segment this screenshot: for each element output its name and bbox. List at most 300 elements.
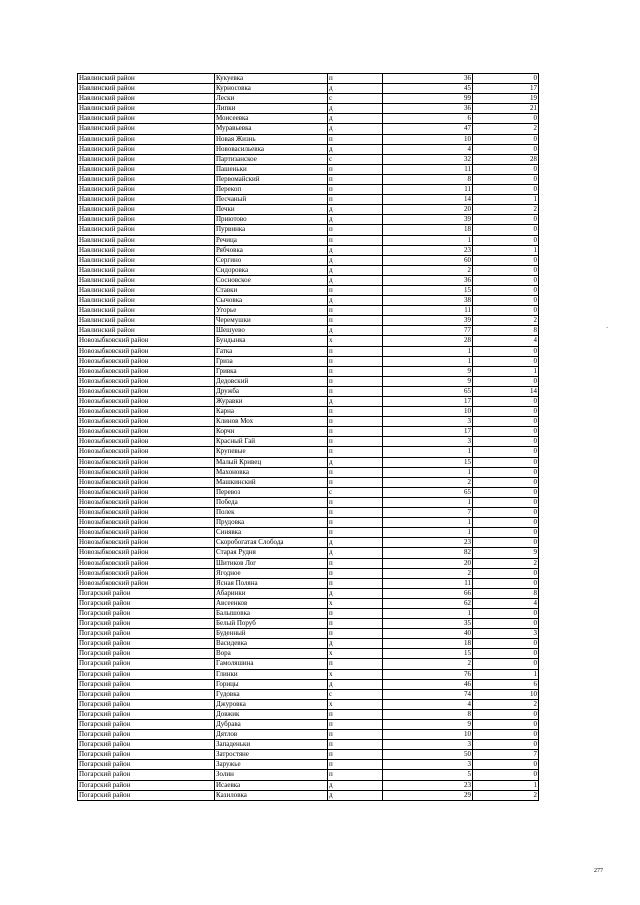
type-cell: д bbox=[328, 397, 383, 407]
table-row bbox=[78, 245, 539, 255]
settlement-cell: Сычовка bbox=[215, 296, 328, 306]
count-cell: 0 bbox=[473, 497, 539, 507]
count-cell: 0 bbox=[473, 709, 539, 719]
type-cell: п bbox=[328, 164, 383, 174]
population-cell: 4 bbox=[383, 699, 473, 709]
district-cell: Навлинский район bbox=[78, 285, 215, 295]
count-cell: 2 bbox=[473, 205, 539, 215]
count-cell: 0 bbox=[473, 740, 539, 750]
district-cell: Навлинский район bbox=[78, 94, 215, 104]
count-cell: 1 bbox=[473, 780, 539, 790]
count-cell: 0 bbox=[473, 730, 539, 740]
table-row bbox=[78, 255, 539, 265]
count-cell: 0 bbox=[473, 508, 539, 518]
population-cell: 10 bbox=[383, 730, 473, 740]
settlement-cell: Речица bbox=[215, 235, 328, 245]
settlement-cell: Исаевка bbox=[215, 780, 328, 790]
population-cell: 1 bbox=[383, 235, 473, 245]
settlement-cell: Дружба bbox=[215, 386, 328, 396]
type-cell: х bbox=[328, 669, 383, 679]
population-cell: 11 bbox=[383, 164, 473, 174]
population-cell: 2 bbox=[383, 477, 473, 487]
count-cell: 2 bbox=[473, 124, 539, 134]
settlement-cell: Лески bbox=[215, 94, 328, 104]
count-cell: 0 bbox=[473, 215, 539, 225]
district-cell: Погарский район bbox=[78, 619, 215, 629]
type-cell: п bbox=[328, 578, 383, 588]
type-cell: п bbox=[328, 74, 383, 84]
type-cell: п bbox=[328, 417, 383, 427]
population-cell: 7 bbox=[383, 508, 473, 518]
count-cell: 1 bbox=[473, 366, 539, 376]
settlement-cell: Пашеньки bbox=[215, 164, 328, 174]
population-cell: 2 bbox=[383, 659, 473, 669]
district-cell: Навлинский район bbox=[78, 114, 215, 124]
population-cell: 29 bbox=[383, 790, 473, 800]
settlement-cell: Ягодное bbox=[215, 568, 328, 578]
settlements-table bbox=[77, 73, 539, 801]
settlement-cell: Победа bbox=[215, 497, 328, 507]
type-cell: п bbox=[328, 709, 383, 719]
settlement-cell: Глинки bbox=[215, 669, 328, 679]
population-cell: 23 bbox=[383, 538, 473, 548]
settlement-cell: Гриза bbox=[215, 356, 328, 366]
type-cell: п bbox=[328, 558, 383, 568]
type-cell: д bbox=[328, 265, 383, 275]
district-cell: Навлинский район bbox=[78, 104, 215, 114]
population-cell: 35 bbox=[383, 619, 473, 629]
settlement-cell: Гамоляшина bbox=[215, 659, 328, 669]
count-cell: 1 bbox=[473, 245, 539, 255]
population-cell: 99 bbox=[383, 94, 473, 104]
population-cell: 65 bbox=[383, 487, 473, 497]
count-cell: 0 bbox=[473, 164, 539, 174]
table-row bbox=[78, 265, 539, 275]
table-row bbox=[78, 629, 539, 639]
table-row bbox=[78, 548, 539, 558]
type-cell: п bbox=[328, 437, 383, 447]
count-cell: 0 bbox=[473, 427, 539, 437]
table-row bbox=[78, 74, 539, 84]
settlement-cell: Муравьевка bbox=[215, 124, 328, 134]
count-cell: 0 bbox=[473, 528, 539, 538]
table-row bbox=[78, 144, 539, 154]
count-cell: 0 bbox=[473, 114, 539, 124]
settlement-cell: Сергино bbox=[215, 255, 328, 265]
table-row bbox=[78, 397, 539, 407]
district-cell: Погарский район bbox=[78, 770, 215, 780]
type-cell: д bbox=[328, 457, 383, 467]
type-cell: п bbox=[328, 407, 383, 417]
settlement-cell: Дубрава bbox=[215, 720, 328, 730]
district-cell: Навлинский район bbox=[78, 134, 215, 144]
district-cell: Навлинский район bbox=[78, 275, 215, 285]
type-cell: п bbox=[328, 285, 383, 295]
count-cell: 0 bbox=[473, 225, 539, 235]
settlement-cell: Угорье bbox=[215, 306, 328, 316]
type-cell: п bbox=[328, 376, 383, 386]
table-row bbox=[78, 538, 539, 548]
settlement-cell: Махоновка bbox=[215, 467, 328, 477]
settlement-cell: Первомайский bbox=[215, 174, 328, 184]
settlement-cell: Дятлов bbox=[215, 730, 328, 740]
page-number: 277 bbox=[594, 868, 603, 874]
table-row bbox=[78, 225, 539, 235]
district-cell: Погарский район bbox=[78, 608, 215, 618]
population-cell: 11 bbox=[383, 185, 473, 195]
table-row bbox=[78, 185, 539, 195]
count-cell: 7 bbox=[473, 750, 539, 760]
settlement-cell: Горицы bbox=[215, 679, 328, 689]
table-row bbox=[78, 699, 539, 709]
population-cell: 20 bbox=[383, 205, 473, 215]
type-cell: х bbox=[328, 336, 383, 346]
settlement-cell: Синявка bbox=[215, 528, 328, 538]
population-cell: 9 bbox=[383, 366, 473, 376]
table-row bbox=[78, 608, 539, 618]
type-cell: с bbox=[328, 94, 383, 104]
count-cell: 0 bbox=[473, 356, 539, 366]
type-cell: п bbox=[328, 225, 383, 235]
district-cell: Новозыбковский район bbox=[78, 397, 215, 407]
population-cell: 82 bbox=[383, 548, 473, 558]
table-row bbox=[78, 780, 539, 790]
district-cell: Погарский район bbox=[78, 639, 215, 649]
district-cell: Погарский район bbox=[78, 730, 215, 740]
count-cell: 19 bbox=[473, 94, 539, 104]
table-row bbox=[78, 487, 539, 497]
district-cell: Навлинский район bbox=[78, 124, 215, 134]
district-cell: Погарский район bbox=[78, 588, 215, 598]
table-row bbox=[78, 306, 539, 316]
type-cell: д bbox=[328, 780, 383, 790]
district-cell: Новозыбковский район bbox=[78, 417, 215, 427]
district-cell: Новозыбковский район bbox=[78, 376, 215, 386]
settlement-cell: Печки bbox=[215, 205, 328, 215]
population-cell: 1 bbox=[383, 608, 473, 618]
table-row bbox=[78, 770, 539, 780]
table-row bbox=[78, 336, 539, 346]
settlement-cell: Довжик bbox=[215, 709, 328, 719]
population-cell: 15 bbox=[383, 649, 473, 659]
table-row bbox=[78, 518, 539, 528]
type-cell: с bbox=[328, 689, 383, 699]
count-cell: 4 bbox=[473, 598, 539, 608]
table-row bbox=[78, 427, 539, 437]
table-row bbox=[78, 689, 539, 699]
type-cell: п bbox=[328, 306, 383, 316]
population-cell: 36 bbox=[383, 74, 473, 84]
settlement-cell: Клинов Мох bbox=[215, 417, 328, 427]
district-cell: Новозыбковский район bbox=[78, 528, 215, 538]
table-row bbox=[78, 386, 539, 396]
type-cell: п bbox=[328, 528, 383, 538]
table-row bbox=[78, 275, 539, 285]
table-row bbox=[78, 114, 539, 124]
table-row bbox=[78, 154, 539, 164]
type-cell: п bbox=[328, 760, 383, 770]
table-row bbox=[78, 376, 539, 386]
count-cell: 9 bbox=[473, 548, 539, 558]
district-cell: Навлинский район bbox=[78, 225, 215, 235]
count-cell: 0 bbox=[473, 608, 539, 618]
table-row bbox=[78, 528, 539, 538]
district-cell: Навлинский район bbox=[78, 174, 215, 184]
type-cell: с bbox=[328, 154, 383, 164]
settlement-cell: Сосновское bbox=[215, 275, 328, 285]
type-cell: п bbox=[328, 346, 383, 356]
table-row bbox=[78, 558, 539, 568]
type-cell: д bbox=[328, 245, 383, 255]
settlement-cell: Карна bbox=[215, 407, 328, 417]
type-cell: п bbox=[328, 477, 383, 487]
count-cell: 6 bbox=[473, 679, 539, 689]
type-cell: х bbox=[328, 649, 383, 659]
type-cell: п bbox=[328, 740, 383, 750]
type-cell: п bbox=[328, 659, 383, 669]
population-cell: 8 bbox=[383, 174, 473, 184]
district-cell: Новозыбковский район bbox=[78, 427, 215, 437]
population-cell: 65 bbox=[383, 386, 473, 396]
settlement-cell: Красный Гай bbox=[215, 437, 328, 447]
type-cell: п bbox=[328, 427, 383, 437]
population-cell: 9 bbox=[383, 720, 473, 730]
type-cell: п bbox=[328, 386, 383, 396]
table-row bbox=[78, 215, 539, 225]
settlement-cell: Ясная Поляна bbox=[215, 578, 328, 588]
population-cell: 47 bbox=[383, 124, 473, 134]
district-cell: Новозыбковский район bbox=[78, 568, 215, 578]
settlement-cell: Васидевка bbox=[215, 639, 328, 649]
settlement-cell: Нововасильевка bbox=[215, 144, 328, 154]
count-cell: 0 bbox=[473, 770, 539, 780]
settlement-cell: Журавки bbox=[215, 397, 328, 407]
type-cell: п bbox=[328, 720, 383, 730]
district-cell: Новозыбковский район bbox=[78, 457, 215, 467]
district-cell: Погарский район bbox=[78, 760, 215, 770]
count-cell: 0 bbox=[473, 760, 539, 770]
table-row bbox=[78, 94, 539, 104]
district-cell: Новозыбковский район bbox=[78, 437, 215, 447]
settlement-cell: Крупевые bbox=[215, 447, 328, 457]
population-cell: 9 bbox=[383, 376, 473, 386]
type-cell: п bbox=[328, 447, 383, 457]
table-row bbox=[78, 659, 539, 669]
table-row bbox=[78, 750, 539, 760]
count-cell: 0 bbox=[473, 649, 539, 659]
type-cell: д bbox=[328, 104, 383, 114]
settlement-cell: Балышовка bbox=[215, 608, 328, 618]
type-cell: п bbox=[328, 366, 383, 376]
count-cell: 0 bbox=[473, 417, 539, 427]
district-cell: Погарский район bbox=[78, 669, 215, 679]
population-cell: 4 bbox=[383, 144, 473, 154]
settlement-cell: Перекоп bbox=[215, 185, 328, 195]
type-cell: х bbox=[328, 699, 383, 709]
count-cell: 1 bbox=[473, 195, 539, 205]
type-cell: д bbox=[328, 679, 383, 689]
district-cell: Навлинский район bbox=[78, 205, 215, 215]
count-cell: 0 bbox=[473, 174, 539, 184]
district-cell: Погарский район bbox=[78, 750, 215, 760]
count-cell: 0 bbox=[473, 235, 539, 245]
count-cell: 0 bbox=[473, 639, 539, 649]
settlement-cell: Золин bbox=[215, 770, 328, 780]
district-cell: Новозыбковский район bbox=[78, 487, 215, 497]
population-cell: 45 bbox=[383, 84, 473, 94]
district-cell: Навлинский район bbox=[78, 245, 215, 255]
type-cell: д bbox=[328, 124, 383, 134]
table-row bbox=[78, 740, 539, 750]
settlement-cell: Приютово bbox=[215, 215, 328, 225]
population-cell: 3 bbox=[383, 417, 473, 427]
table-row bbox=[78, 407, 539, 417]
population-cell: 10 bbox=[383, 134, 473, 144]
settlement-cell: Гатка bbox=[215, 346, 328, 356]
settlement-cell: Полек bbox=[215, 508, 328, 518]
settlement-cell: Дедовский bbox=[215, 376, 328, 386]
table-row bbox=[78, 709, 539, 719]
population-cell: 2 bbox=[383, 265, 473, 275]
table-row bbox=[78, 598, 539, 608]
population-cell: 18 bbox=[383, 225, 473, 235]
district-cell: Навлинский район bbox=[78, 185, 215, 195]
type-cell: д bbox=[328, 790, 383, 800]
district-cell: Новозыбковский район bbox=[78, 558, 215, 568]
table-row bbox=[78, 104, 539, 114]
district-cell: Погарский район bbox=[78, 720, 215, 730]
settlement-cell: Черемушки bbox=[215, 316, 328, 326]
table-row bbox=[78, 366, 539, 376]
type-cell: п bbox=[328, 134, 383, 144]
type-cell: д bbox=[328, 205, 383, 215]
count-cell: 28 bbox=[473, 154, 539, 164]
district-cell: Новозыбковский район bbox=[78, 467, 215, 477]
population-cell: 3 bbox=[383, 740, 473, 750]
population-cell: 1 bbox=[383, 346, 473, 356]
district-cell: Новозыбковский район bbox=[78, 386, 215, 396]
table-row bbox=[78, 760, 539, 770]
population-cell: 74 bbox=[383, 689, 473, 699]
table-row bbox=[78, 669, 539, 679]
district-cell: Новозыбковский район bbox=[78, 508, 215, 518]
count-cell: 0 bbox=[473, 447, 539, 457]
settlement-cell: Перевоз bbox=[215, 487, 328, 497]
population-cell: 38 bbox=[383, 296, 473, 306]
population-cell: 36 bbox=[383, 275, 473, 285]
settlement-cell: Белый Поруб bbox=[215, 619, 328, 629]
settlement-cell: Вора bbox=[215, 649, 328, 659]
district-cell: Погарский район bbox=[78, 689, 215, 699]
stray-mark: ` bbox=[606, 326, 609, 334]
type-cell: п bbox=[328, 497, 383, 507]
type-cell: п bbox=[328, 770, 383, 780]
count-cell: 2 bbox=[473, 790, 539, 800]
population-cell: 39 bbox=[383, 215, 473, 225]
type-cell: д bbox=[328, 639, 383, 649]
count-cell: 0 bbox=[473, 467, 539, 477]
population-cell: 77 bbox=[383, 326, 473, 336]
count-cell: 0 bbox=[473, 134, 539, 144]
district-cell: Новозыбковский район bbox=[78, 578, 215, 588]
settlement-cell: Заружье bbox=[215, 760, 328, 770]
type-cell: п bbox=[328, 508, 383, 518]
population-cell: 5 bbox=[383, 770, 473, 780]
population-cell: 50 bbox=[383, 750, 473, 760]
population-cell: 18 bbox=[383, 639, 473, 649]
district-cell: Навлинский район bbox=[78, 326, 215, 336]
settlement-cell: Шитиков Лог bbox=[215, 558, 328, 568]
settlement-cell: Корчи bbox=[215, 427, 328, 437]
table-row bbox=[78, 508, 539, 518]
settlement-cell: Гудовка bbox=[215, 689, 328, 699]
count-cell: 0 bbox=[473, 185, 539, 195]
count-cell: 0 bbox=[473, 397, 539, 407]
table-row bbox=[78, 649, 539, 659]
count-cell: 10 bbox=[473, 689, 539, 699]
table-row bbox=[78, 205, 539, 215]
population-cell: 28 bbox=[383, 336, 473, 346]
type-cell: х bbox=[328, 598, 383, 608]
count-cell: 0 bbox=[473, 346, 539, 356]
table-row bbox=[78, 417, 539, 427]
settlement-cell: Моисеевка bbox=[215, 114, 328, 124]
type-cell: д bbox=[328, 275, 383, 285]
table-row bbox=[78, 447, 539, 457]
population-cell: 1 bbox=[383, 447, 473, 457]
table-row bbox=[78, 588, 539, 598]
district-cell: Новозыбковский район bbox=[78, 356, 215, 366]
district-cell: Новозыбковский район bbox=[78, 336, 215, 346]
district-cell: Погарский район bbox=[78, 699, 215, 709]
type-cell: п bbox=[328, 174, 383, 184]
count-cell: 0 bbox=[473, 518, 539, 528]
count-cell: 0 bbox=[473, 275, 539, 285]
table-row bbox=[78, 356, 539, 366]
population-cell: 1 bbox=[383, 467, 473, 477]
type-cell: д bbox=[328, 296, 383, 306]
settlement-cell: Рябчовка bbox=[215, 245, 328, 255]
settlement-cell: Западеньки bbox=[215, 740, 328, 750]
type-cell: п bbox=[328, 235, 383, 245]
settlement-cell: Ставки bbox=[215, 285, 328, 295]
district-cell: Навлинский район bbox=[78, 235, 215, 245]
table-row bbox=[78, 639, 539, 649]
settlement-cell: Пурвинка bbox=[215, 225, 328, 235]
type-cell: п bbox=[328, 629, 383, 639]
table-row bbox=[78, 326, 539, 336]
population-cell: 76 bbox=[383, 669, 473, 679]
district-cell: Погарский район bbox=[78, 780, 215, 790]
population-cell: 20 bbox=[383, 558, 473, 568]
settlement-cell: Новая Жизнь bbox=[215, 134, 328, 144]
district-cell: Новозыбковский район bbox=[78, 366, 215, 376]
population-cell: 66 bbox=[383, 588, 473, 598]
settlement-cell: Скоробогатая Слобода bbox=[215, 538, 328, 548]
district-cell: Навлинский район bbox=[78, 144, 215, 154]
table-row bbox=[78, 477, 539, 487]
population-cell: 17 bbox=[383, 397, 473, 407]
count-cell: 2 bbox=[473, 699, 539, 709]
type-cell: п bbox=[328, 568, 383, 578]
count-cell: 2 bbox=[473, 316, 539, 326]
population-cell: 11 bbox=[383, 578, 473, 588]
settlement-cell: Сидоровка bbox=[215, 265, 328, 275]
settlement-cell: Партизанское bbox=[215, 154, 328, 164]
population-cell: 8 bbox=[383, 709, 473, 719]
table-row bbox=[78, 437, 539, 447]
settlement-cell: Шешуево bbox=[215, 326, 328, 336]
